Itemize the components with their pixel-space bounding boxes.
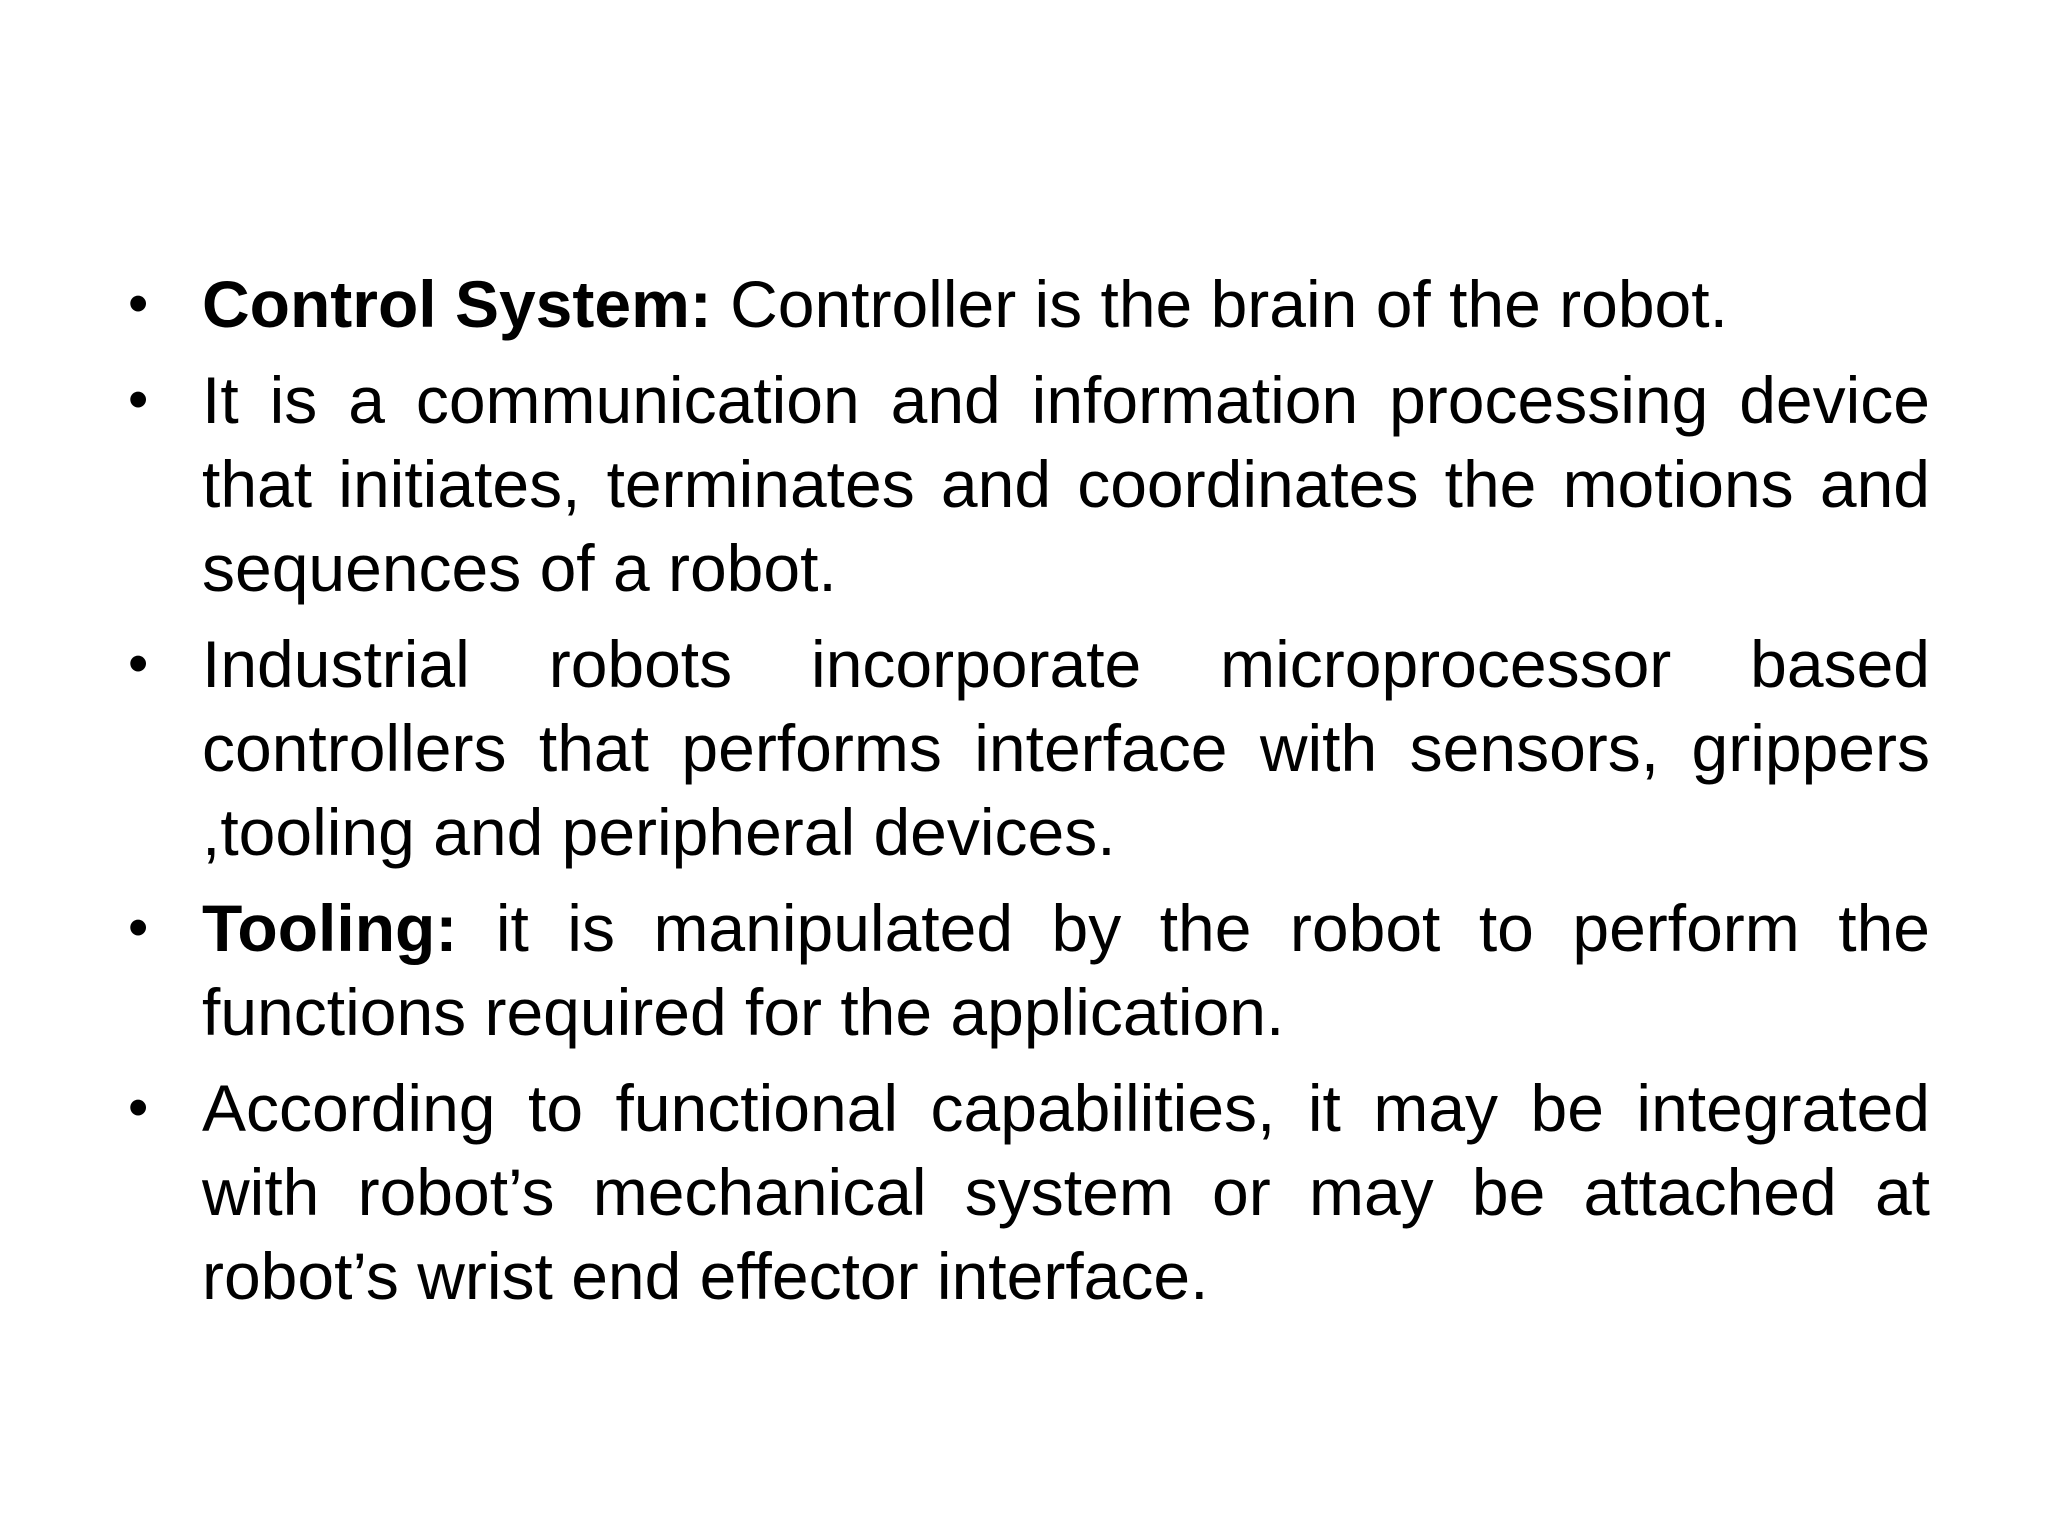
bullet-dot-icon: •: [128, 271, 149, 336]
bullet-item-control-system: [120, 262, 1930, 346]
bullet-body: According to functional capabilities, it may be integrated with robot’s mechanical system or may be attached at robot’s wrist end effector interface.: [202, 1071, 1930, 1313]
bullet-dot-icon: •: [128, 631, 149, 696]
bullet-body: It is a communication and information processing device that initiates, terminates and coordinates the motions and sequences of a robot.: [202, 363, 1930, 605]
bullet-dot-icon: •: [128, 367, 149, 432]
bullet-text: [202, 358, 1930, 610]
bullet-item-industrial-robots: [120, 622, 1930, 874]
bullet-text: [202, 262, 1930, 346]
bullet-body: Controller is the brain of the robot.: [711, 267, 1728, 341]
bullet-list: [120, 262, 1930, 1330]
bullet-text: [202, 1066, 1930, 1318]
bullet-bold-lead: Control System:: [202, 267, 712, 341]
bullet-item-tooling: [120, 886, 1930, 1054]
bullet-dot-icon: •: [128, 895, 149, 960]
bullet-item-functional-capabilities: [120, 1066, 1930, 1318]
bullet-body: Industrial robots incorporate microprocessor based controllers that performs interface with sensors, grippers ,tooling and peripheral devices.: [202, 627, 1930, 869]
bullet-item-communication: [120, 358, 1930, 610]
bullet-text: [202, 886, 1930, 1054]
bullet-dot-icon: •: [128, 1075, 149, 1140]
bullet-body: it is manipulated by the robot to perform the functions required for the application.: [202, 891, 1930, 1049]
bullet-bold-lead: Tooling:: [202, 891, 458, 965]
bullet-text: [202, 622, 1930, 874]
